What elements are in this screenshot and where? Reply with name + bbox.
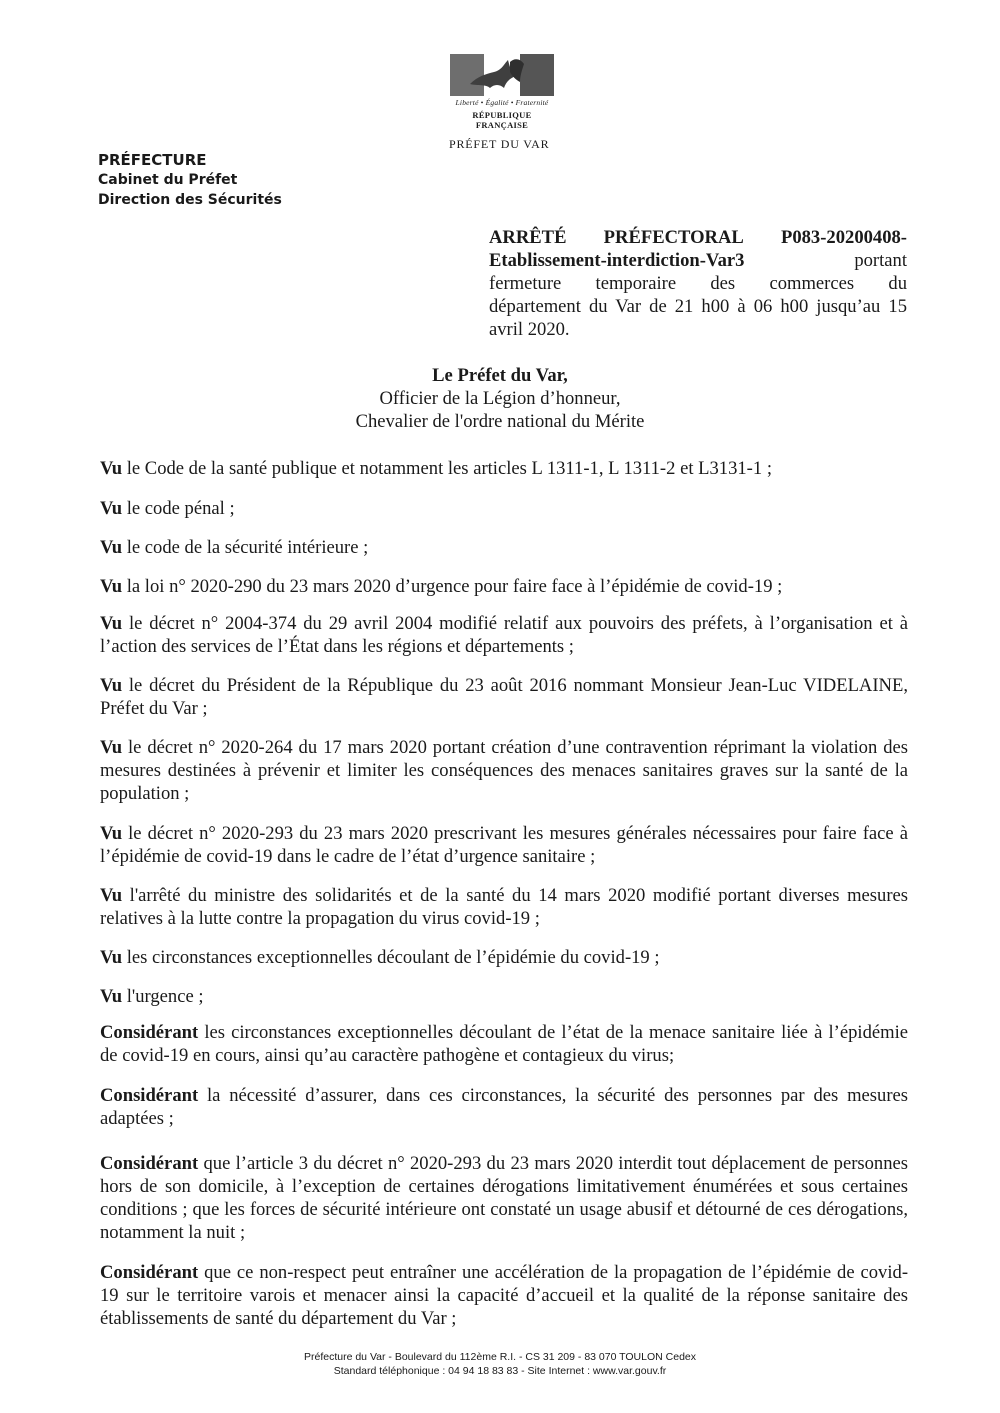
issuing-office bbox=[98, 150, 282, 210]
paragraph-text: le décret n° 2004-374 du 29 avril 2004 modifié relatif aux pouvoirs des préfets, à l’organisation et à l’action des services de l’État dans les régions et départements ; bbox=[100, 613, 908, 657]
paragraph-lead: Vu bbox=[100, 613, 123, 634]
arrete-portant: portant bbox=[854, 250, 907, 271]
paragraph-text: l'arrêté du ministre des solidarités et de la santé du 14 mars 2020 modifié portant diverses mesures relatives à la lutte contre la propagation du virus covid-19 ; bbox=[100, 885, 908, 929]
footer-address: Préfecture du Var - Boulevard du 112ème R.I. - CS 31 209 - 83 070 TOULON Cedex bbox=[303, 1351, 696, 1363]
paragraph-lead: Vu bbox=[100, 537, 123, 558]
marianne-icon bbox=[450, 54, 554, 96]
paragraph-lead: Vu bbox=[100, 576, 123, 597]
paragraph-text: que l’article 3 du décret n° 2020-293 du 23 mars 2020 interdit tout déplacement de personnes hors de son domicile, à l’exception de certaines dérogations limitativement énumérées et sous certaines conditions ; que les forces de sécurité intérieure ont constaté un usage abusif et détourné de ces dérogations, notamment la nuit ; bbox=[100, 1153, 908, 1243]
cabinet-label: Cabinet du Préfet bbox=[98, 172, 238, 188]
arrete-title bbox=[489, 226, 907, 341]
prefet-titles bbox=[300, 364, 700, 433]
arrete-subject-line: département du Var de 21 h00 à 06 h00 jusqu’au 15 bbox=[489, 296, 907, 317]
paragraph-lead: Vu bbox=[100, 885, 123, 906]
vu-paragraph bbox=[100, 497, 908, 520]
paragraph-text: le code pénal ; bbox=[126, 498, 235, 519]
prefectoral-word: PRÉFECTORAL bbox=[603, 227, 744, 248]
arrete-subject-line: fermeture temporaire des commerces du bbox=[489, 273, 907, 294]
vu-paragraph bbox=[100, 822, 908, 868]
vu-paragraph bbox=[100, 575, 908, 598]
paragraph-lead: Considérant bbox=[100, 1262, 199, 1283]
paragraph-lead: Vu bbox=[100, 737, 123, 758]
arrete-subject-line: avril 2020. bbox=[489, 319, 570, 340]
paragraph-lead: Vu bbox=[100, 947, 123, 968]
paragraph-lead: Vu bbox=[100, 458, 123, 479]
arrete-reference-suffix: Etablissement-interdiction-Var3 bbox=[489, 250, 745, 271]
page-footer bbox=[200, 1350, 800, 1378]
paragraph-lead: Considérant bbox=[100, 1022, 199, 1043]
paragraph-text: le Code de la santé publique et notamment les articles L 1311-1, L 1311-2 et L3131-1 ; bbox=[126, 458, 772, 479]
paragraph-lead: Vu bbox=[100, 986, 123, 1007]
arrete-reference: P083-20200408- bbox=[780, 227, 907, 248]
vu-paragraph bbox=[100, 736, 908, 805]
prefecture-label: PRÉFECTURE bbox=[98, 151, 207, 169]
considerant-paragraph bbox=[100, 1084, 908, 1130]
paragraph-lead: Vu bbox=[100, 823, 123, 844]
footer-contact: Standard téléphonique : 04 94 18 83 83 - Site Internet : www.var.gouv.fr bbox=[333, 1365, 667, 1377]
republic-motto: Liberté • Égalité • Fraternité bbox=[455, 98, 549, 107]
considerant-paragraph bbox=[100, 1152, 908, 1244]
prefet-name: Le Préfet du Var, bbox=[432, 365, 568, 386]
vu-paragraph bbox=[100, 674, 908, 720]
vu-paragraph bbox=[100, 946, 908, 969]
prefet-honour: Chevalier de l'ordre national du Mérite bbox=[355, 411, 645, 432]
paragraph-text: la nécessité d’assurer, dans ces circonstances, la sécurité des personnes par des mesures adaptées ; bbox=[100, 1085, 908, 1129]
republic-name: RÉPUBLIQUE FRANÇAISE bbox=[472, 110, 532, 130]
paragraph-text: que ce non-respect peut entraîner une accélération de la propagation de l’épidémie de covid-19 sur le territoire varois et menacer ainsi la capacité d’accueil et la qualité de la réponse sanitaire des établissements de santé du département du Var ; bbox=[100, 1262, 909, 1329]
paragraph-text: le décret n° 2020-264 du 17 mars 2020 portant création d’une contravention réprimant la violation des mesures destinées à prévenir et limiter les conséquences des menaces sanitaires graves sur la santé de la population ; bbox=[100, 737, 908, 804]
marianne-logo bbox=[446, 54, 558, 130]
vu-paragraph bbox=[100, 536, 908, 559]
prefet-honour: Officier de la Légion d’honneur, bbox=[379, 388, 621, 409]
prefet-du-var-label: PRÉFET DU VAR bbox=[449, 137, 550, 151]
paragraph-lead: Considérant bbox=[100, 1085, 199, 1106]
vu-paragraph bbox=[100, 612, 908, 658]
considerant-paragraph bbox=[100, 1021, 908, 1067]
arrete-word: ARRÊTÉ bbox=[489, 227, 567, 248]
vu-paragraph bbox=[100, 884, 908, 930]
paragraph-text: la loi n° 2020-290 du 23 mars 2020 d’urgence pour faire face à l’épidémie de covid-19 ; bbox=[126, 576, 783, 597]
vu-paragraph bbox=[100, 457, 908, 480]
direction-label: Direction des Sécurités bbox=[98, 192, 282, 208]
paragraph-text: le décret n° 2020-293 du 23 mars 2020 prescrivant les mesures générales nécessaires pour faire face à l’épidémie de covid-19 dans le cadre de l’état d’urgence sanitaire ; bbox=[100, 823, 908, 867]
vu-paragraph bbox=[100, 985, 908, 1008]
paragraph-lead: Vu bbox=[100, 675, 123, 696]
paragraph-lead: Vu bbox=[100, 498, 123, 519]
paragraph-lead: Considérant bbox=[100, 1153, 199, 1174]
paragraph-text: les circonstances exceptionnelles découlant de l’épidémie du covid-19 ; bbox=[126, 947, 660, 968]
paragraph-text: le code de la sécurité intérieure ; bbox=[126, 537, 369, 558]
paragraph-text: le décret du Président de la République du 23 août 2016 nommant Monsieur Jean-Luc VIDELAINE, Préfet du Var ; bbox=[100, 675, 908, 719]
paragraph-text: l'urgence ; bbox=[126, 986, 204, 1007]
considerant-paragraph bbox=[100, 1261, 908, 1330]
paragraph-text: les circonstances exceptionnelles découlant de l’état de la menace sanitaire liée à l’épidémie de covid-19 en cours, ainsi qu’au caractère pathogène et contagieux du virus; bbox=[100, 1022, 909, 1066]
